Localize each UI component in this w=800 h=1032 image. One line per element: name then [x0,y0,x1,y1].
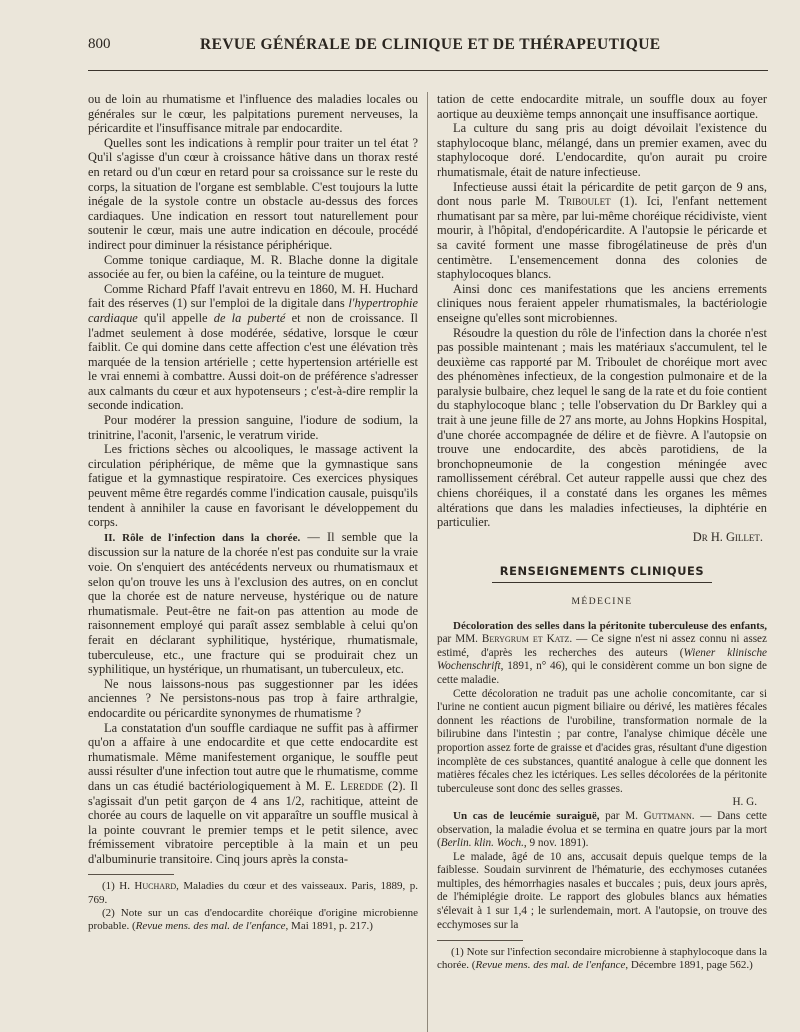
page-header [88,34,668,58]
paragraph [437,180,767,282]
paragraph: ou de loin au rhumatisme et l'influence des maladies locales ou générales sur le cœur, les palpitations purement nerveuses, la péricardite et l'insuffisance mitrale par endocardite. [88,92,418,136]
author-name: Triboulet [558,194,611,209]
clinical-note [437,620,767,688]
author-name: Guttmann [643,809,692,822]
text-run: Infectieuse aussi était la péricardite de petit garçon de 9 ans, dont nous parle M. [437,179,767,209]
text-run: (1). Ici, l'enfant nettement rhumatisant par sa mère, par lui-même choréique récidiviste, vient mourir, à l'hôpital, d'endopéricardite. A l'autopsie le péricarde et sa cavité forment une masse fibrogélatineuse de près d'un centimètre. L'ensemencement donna des colonies de staphylocoques blancs. [437,194,767,282]
text-run: . — Ce signe n'est ni assez connu ni assez estimé, d'après les recherches des auteurs ( [437,633,767,659]
footnote-rule [88,874,174,875]
section-paragraph [88,530,418,677]
text-run: , 1891, n° 46), qui le considèrent comme un bon signe de cette maladie. [437,660,767,686]
signature: Dr H. Gillet. [692,529,763,544]
right-column [437,92,767,973]
paragraph: Ne nous laissons-nous pas suggestionner par les idées anciennes ? Ne persistons-nous pas trop à faire arthralgie, endocardite ou péricardite synonymes de rhumatisme ? [88,676,418,720]
text-run: , Décembre 1891, page 562.) [625,959,753,972]
italic-run: Berlin. klin. Woch. [440,837,524,850]
paragraph: La culture du sang pris au doigt dévoilait l'existence du staphylocoque blanc, mélangé, dans un premier examen, avec du staphylocoque doré. L'endocardite, qu'on aurait pu croire rhumatismale, était de nature infectieuse. [437,121,767,179]
text-run: La constatation d'un souffle cardiaque ne suffit pas à affirmer qu'on a affaire à une endocardite et que cette endocardite est rhumatismale. Même manifestement organique, le souffle peut aussi résulter d'une infection tout autre que le rhumatisme, comme dans un cas étudié bactériologiquement à M. E. [88,720,418,793]
page-number: 800 [88,36,111,52]
author-name: Huchard [134,880,177,893]
clinical-note [437,810,767,851]
header-rule [88,70,768,71]
note-signature: H. G. [732,796,757,809]
text-run: — Il semble que la discussion sur la nature de la chorée n'est pas conduite sur la vraie voie. On s'enquiert des antécédents nerveux ou rhumatismaux et selon qu'on trouve les uns à l'exclusion des autres, on en conclut que la chorée est de nature nerveuse, hystérique ou de nature rhumatismale. Peut-être ne fait-on pas attention au mode de raisonnement employé qui paraît assez semblable à celui qu'on ferait en déclarant syphilitique, hystérique, rhumatismale, tuberculeuse, etc., une fracture qui se produirait chez un syphilitique, un hystérique, un rhumatisant, un tuberculeux, etc. [88,529,418,677]
left-column [88,92,418,933]
footnote-rule [437,940,523,941]
text-run: Comme Richard Pfaff l'avait entrevu en 1860, M. H. Huchard fait des réserves (1) sur l'emploi de la digitale dans [88,281,418,311]
paragraph: Résoudre la question du rôle de l'infection dans la chorée n'est pas possible maintenant ; mais les matériaux s'accumulent, tel le deuxième cas rapporté par M. Triboulet de choréique mort avec des phénomènes infectieux, de la congestion pulmonaire et de la paralysie bulbaire, chez lequel le sang de la rate et du foie contient du staphylocoque blanc ; telle l'observation du Dr Barkley qui a trait à une jeune fille de 27 ans morte, au Johns Hopkins Hospital, d'une chorée accompagnée de délire et de fièvre. A l'autopsie on trouve une endocardite, des abcès parotidiens, de la bronchopneumonie de la congestion méningée avec ramollissement cérébral. Cet auteur rappelle aussi que chez des chiens choréiques, il a constaté dans les organes les mêmes altérations que dans les maladies infectieuses, la diphtérie en particulier. [437,325,767,530]
footnote [88,907,418,933]
paragraph: tation de cette endocardite mitrale, un souffle doux au foyer aortique au deuxième temps annonçait une insuffisance aortique. [437,92,767,121]
text-run: (2) Note sur un cas d'endocardite choréique d'origine microbienne probable. ( [88,906,418,933]
italic-run: Wiener klinische Wochenschrift [437,646,768,673]
column-divider [427,92,428,1032]
note-heading: Décoloration des selles dans la péritonite tuberculeuse des enfants, [453,619,767,632]
running-title: REVUE GÉNÉRALE DE CLINIQUE ET DE THÉRAPEUTIQUE [200,36,661,53]
text-run: (2). Il s'agissait d'un petit garçon de 4 ans 1/2, rachitique, atteint de chorée au cours de laquelle on vit apparaître un souffle musical à la pointe couvrant le premier temps et le petit silence, avec frémissement vibratoire perceptible à la main et un peu d'albuminurie transitoire. Cinq jours après la consta- [88,778,418,866]
paragraph: Les frictions sèches ou alcooliques, le massage activent la circulation périphérique, de même que la gymnastique sans fatigue et la gymnastique respiratoire. Ces exercices physiques peuvent même être regardés comme l'indication causale, puisqu'ils tendent à annihiler la cause en favorisant le développement du corps. [88,442,418,530]
paragraph: Ainsi donc ces manifestations que les anciens errements cliniques nous feraient appeler rhumatismales, la bactériologie enseigne qu'elles sont microbiennes. [437,281,767,325]
italic-run: l'hypertrophie cardiaque [88,296,418,325]
section-banner [437,564,767,609]
paragraph: Quelles sont les indications à remplir pour traiter un tel état ? Qu'il s'agisse d'un cœur à croissance hâtive dans un thorax resté en retard ou d'un cœur en retard pour sa croissance sur le reste du corps, la situation de l'organe est semblable. C'est toujours la lutte inégale de la systole contre un obstacle au-dessus des forces cardiaques. Une indication en ressort tout naturellement pour soutenir le cœur, mais une autre indication en découle, procédé indirect pour diminuer la résistance périphérique. [88,135,418,252]
author-name: Leredde [340,778,384,793]
section-heading: II. Rôle de l'infection dans la chorée. [104,531,301,544]
text-run: qu'il appelle [137,310,214,325]
paragraph: Comme tonique cardiaque, M. R. Blache donne la digitale associée au fer, ou bien la caféine, ou la teinture de muguet. [88,252,418,282]
italic-run: Revue mens. des mal. de l'enfance [475,959,626,972]
text-run: . — Dans cette observation, la maladie évolua et se termina en quatre jours par la mort ( [437,809,768,850]
text-run: et non de croissance. Il l'admet seulement à dose modérée, sédative, lorsque le cœur faiblit. Ce qui domine dans cette affection c'est une élévation très marquée de la tension artérielle ; cette hypertension artérielle est le vrai ennemi à combattre. Aussi doit-on de préférence s'adresser aux calmants du cœur et aux hypotenseurs ; c'est-à-dire remplir la seconde indication. [88,310,419,413]
footnote [437,946,767,972]
italic-run: de la puberté [213,310,286,325]
text-run: (1) H. [102,880,135,893]
text-run: par MM. [437,633,482,646]
text-run: , Maladies du cœur et des vaisseaux. Paris, 1889, p. 769. [88,880,418,906]
section-underline [492,582,712,583]
text-run: , Mai 1891, p. 217.) [285,920,373,933]
paragraph: Pour modérer la pression sanguine, l'iodure de sodium, la trinitrine, l'aconit, l'arsenic, le veratrum viride. [88,413,418,442]
footnote [88,880,418,906]
text-run: par M. [599,809,644,822]
paragraph: Cette décoloration ne traduit pas une acholie concomitante, car si l'urine ne contient aucun pigment biliaire ou dérivé, les matières fécales donnent les réactions de l'urobiline, transformation normale de la bilirubine dans l'intestin ; par contre, l'analyse chimique décèle une proportion assez forte de graisse et d'acides gras, résultant d'une digestion incomplète de ces substances, quantité analogue à celle que donnent les matières fécales chez les ictériques. Les selles décolorées de la péritonite tuberculeuse sont donc des selles grasses. [437,687,767,795]
italic-run: Revue mens. des mal. de l'enfance [135,920,286,933]
note-heading: Un cas de leucémie suraiguë, [453,809,600,822]
text-run: , 9 nov. 1891). [523,837,589,850]
paragraph [88,721,418,867]
clinical-notes [437,620,767,933]
footnotes [437,946,767,972]
text-run: (1) Note sur l'infection secondaire microbienne à staphylocoque dans la chorée. ( [437,946,767,972]
footnotes [88,880,418,933]
paragraph: Le malade, âgé de 10 ans, accusait depuis quelque temps de la faiblesse. Soudain survinrent de l'hématurie, des ecchymoses cutanées multiples, des hémorrhagies nasales et buccales ; puis, deux jours après, de l'hémiplégie droite. Le rapport des globules blancs aux hématies s'élevait à 1 sur 1,4 ; le surlendemain, mort. A l'autopsie, on trouve des ecchymoses sur la [437,850,767,931]
paragraph [88,282,418,413]
section-title: RENSEIGNEMENTS CLINIQUES [499,564,705,579]
section-subtitle: MÉDECINE [571,597,633,607]
author-name: Berygrum et Katz [481,633,570,646]
